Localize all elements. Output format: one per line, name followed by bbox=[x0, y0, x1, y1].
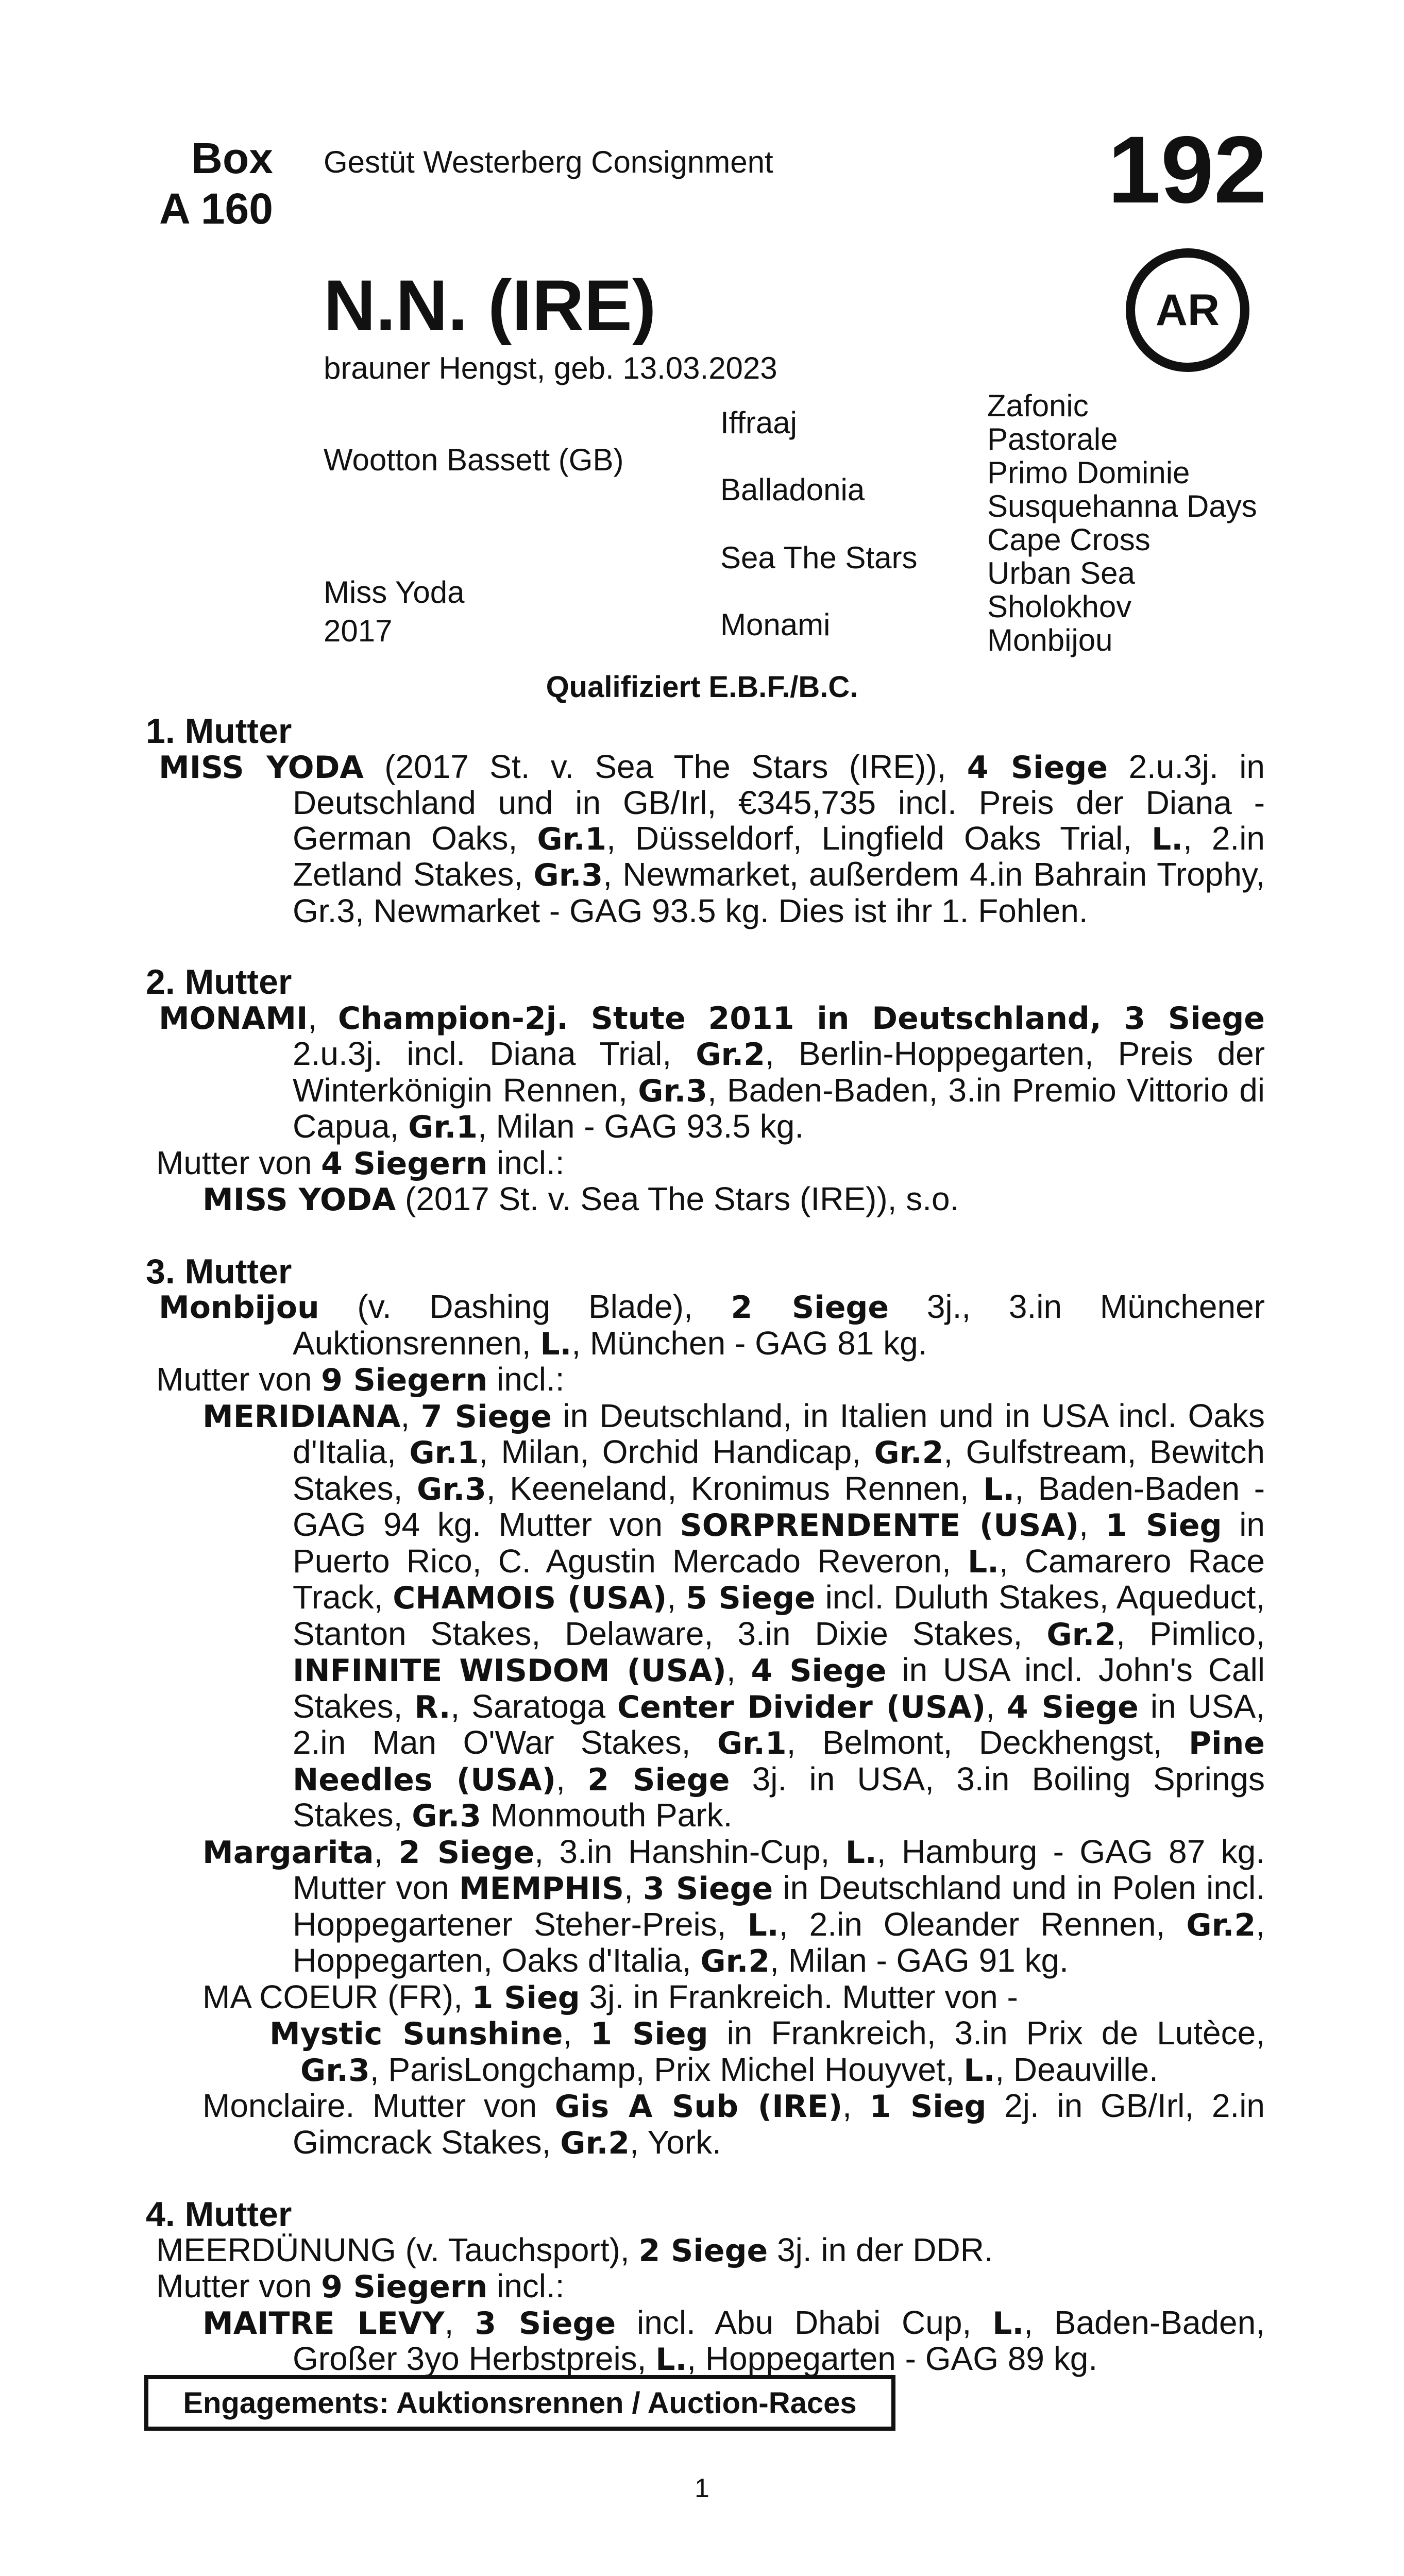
text-run: in Deutschland und in Polen incl. Hoppegartener Steher-Preis, bbox=[293, 1869, 1265, 1943]
pedigree-great-grandparent: Cape Cross bbox=[987, 522, 1151, 557]
text-run: , Saratoga bbox=[450, 1687, 618, 1725]
text-run: 3j. in Frankreich. Mutter von - bbox=[580, 1978, 1018, 2015]
text-run: , bbox=[726, 1651, 751, 1688]
text-run: , bbox=[563, 2014, 591, 2052]
text-run: , Berlin-Hoppegarten, Preis der Winterkönigin Rennen, bbox=[293, 1035, 1265, 1109]
box-number bbox=[103, 133, 273, 234]
text-run: in USA incl. John's Call Stakes, bbox=[293, 1651, 1265, 1725]
bold-run: 4 Siege bbox=[967, 749, 1108, 786]
bold-run: SORPRENDENTE (USA) bbox=[680, 1507, 1079, 1544]
bold-run: 2 Siege bbox=[731, 1290, 889, 1326]
pedigree-great-grandparent: Primo Dominie bbox=[987, 455, 1190, 490]
text-run: , 2.in Zetland Stakes, bbox=[293, 819, 1265, 893]
bold-run: R. bbox=[414, 1689, 451, 1725]
bold-run: Mystic Sunshine bbox=[269, 2016, 563, 2052]
pedigree-great-grandparent: Sholokhov bbox=[987, 589, 1132, 624]
bold-run: 2 Siege bbox=[587, 1761, 730, 1798]
text-run: in Deutschland, in Italien und in USA incl. Oaks d'Italia, bbox=[293, 1397, 1265, 1470]
dam-line-content bbox=[146, 711, 1265, 2378]
pedigree-great-grandparent: Zafonic bbox=[987, 388, 1089, 423]
text-run: , München - GAG 81 kg. bbox=[571, 1324, 927, 1362]
pedigree-great-grandparent: Pastorale bbox=[987, 422, 1118, 456]
page-number: 1 bbox=[695, 2473, 709, 2503]
text-run: , Newmarket, außerdem 4.in Bahrain Trophy, bbox=[603, 856, 1265, 893]
bold-run: L. bbox=[1152, 821, 1183, 857]
bold-run: Gis A Sub (IRE) bbox=[554, 2089, 843, 2125]
text-run: 3j., 3.in Münchener Auktionsrennen, bbox=[293, 1288, 1265, 1362]
text-run: 3j. in der DDR. bbox=[768, 2231, 993, 2268]
pedigree-grandparent: Monami bbox=[720, 607, 831, 642]
bold-run: CHAMOIS (USA) bbox=[393, 1580, 667, 1616]
text-run: incl. Duluth Stakes, Aqueduct, Stanton Stakes, Delaware, 3.in Dixie Stakes, bbox=[293, 1579, 1265, 1652]
bold-run: 1 Sieg bbox=[869, 2089, 987, 2125]
bold-run: MAITRE LEVY bbox=[202, 2305, 445, 2342]
text-run: incl.: bbox=[487, 1144, 565, 1181]
bold-run: Champion-2j. Stute 2011 in Deutschland, 3 Siege bbox=[337, 1000, 1265, 1037]
text-run: , 2.in Oleander Rennen, bbox=[779, 1905, 1187, 1943]
pedigree-dam: Miss Yoda bbox=[324, 575, 465, 609]
offspring-summary bbox=[146, 1362, 1265, 1398]
bold-run: MEMPHIS bbox=[459, 1871, 624, 1907]
text-run: incl.: bbox=[487, 2267, 565, 2304]
ar-badge-icon bbox=[1126, 248, 1249, 372]
bold-run: 1 Sieg bbox=[1105, 1507, 1222, 1544]
offspring-entry bbox=[146, 1979, 1265, 2016]
text-run: Gr.3 bbox=[293, 892, 355, 929]
text-run: , Baden-Baden, Großer 3yo Herbstpreis, bbox=[293, 2303, 1265, 2377]
text-run: , Baden-Baden, 3.in Premio Vittorio di Capua, bbox=[293, 1071, 1265, 1145]
bold-run: 7 Siege bbox=[420, 1398, 552, 1435]
dam-entry bbox=[146, 749, 1265, 929]
offspring-entry bbox=[146, 2305, 1265, 2378]
pedigree-grandparent: Sea The Stars bbox=[720, 540, 918, 575]
pedigree-great-grandparent: Monbijou bbox=[987, 623, 1113, 657]
dam-entry bbox=[146, 2232, 1265, 2269]
text-run: , bbox=[986, 1687, 1007, 1725]
bold-run: Gr.3 bbox=[412, 1798, 482, 1834]
bold-run: 9 Siegern bbox=[321, 2269, 488, 2305]
pedigree-great-grandparent: Susquehanna Days bbox=[987, 489, 1257, 523]
bold-run: Gr.1 bbox=[409, 1435, 479, 1471]
bold-run: Gr.1 bbox=[717, 1725, 787, 1761]
bold-run: L. bbox=[992, 2305, 1024, 2342]
text-run: , Milan - GAG 93.5 kg. bbox=[477, 1108, 804, 1145]
horse-description: brauner Hengst, geb. 13.03.2023 bbox=[324, 351, 777, 385]
offspring-entry bbox=[146, 1181, 1265, 1218]
bold-run: 3 Siege bbox=[643, 1871, 773, 1907]
bold-run: Gr.1 bbox=[408, 1109, 478, 1145]
offspring-entry bbox=[146, 2088, 1265, 2161]
text-run: 2j. in GB/Irl, 2.in Gimcrack Stakes, bbox=[293, 2087, 1265, 2161]
text-run: (v. Dashing Blade), bbox=[319, 1288, 731, 1325]
bold-run: 9 Siegern bbox=[321, 1362, 488, 1398]
text-run: MA COEUR (FR), bbox=[202, 1978, 472, 2015]
text-run: Monmouth Park. bbox=[481, 1797, 733, 1834]
dam-entry bbox=[146, 1289, 1265, 1362]
box-code: A 160 bbox=[159, 184, 273, 233]
text-run: , ParisLongchamp, Prix Michel Houyvet, bbox=[369, 2050, 964, 2088]
horse-name: N.N. (IRE) bbox=[324, 265, 656, 346]
pedigree-grandparent: Balladonia bbox=[720, 472, 865, 507]
text-run: , bbox=[444, 2303, 475, 2341]
text-run: Mutter von bbox=[156, 2267, 322, 2304]
bold-run: Margarita bbox=[202, 1834, 374, 1871]
bold-run: L. bbox=[845, 1834, 877, 1871]
text-run: , bbox=[374, 1833, 399, 1870]
text-run: in Puerto Rico, C. Agustin Mercado Reveron, bbox=[293, 1506, 1265, 1580]
bold-run: MISS YODA bbox=[202, 1182, 396, 1218]
section-heading: 1. Mutter bbox=[146, 711, 292, 751]
bold-run: Gr.3 bbox=[533, 857, 603, 893]
text-run: , Deauville. bbox=[995, 2050, 1158, 2088]
text-run: Mutter von bbox=[156, 1361, 322, 1398]
bold-run: 1 Sieg bbox=[471, 1979, 580, 2016]
bold-run: Pine Needles (USA) bbox=[293, 1725, 1265, 1798]
section-heading: 3. Mutter bbox=[146, 1251, 292, 1291]
bold-run: 4 Siege bbox=[1006, 1689, 1139, 1725]
bold-run: L. bbox=[963, 2052, 995, 2089]
offspring-summary bbox=[146, 1145, 1265, 1182]
ar-badge-text: AR bbox=[1155, 285, 1220, 335]
text-run: , Baden-Baden - GAG 94 kg. Mutter von bbox=[293, 1469, 1265, 1543]
box-label: Box bbox=[191, 134, 273, 182]
text-run: , 3.in Hanshin-Cup, bbox=[534, 1833, 845, 1870]
text-run: , bbox=[556, 1760, 588, 1798]
bold-run: MERIDIANA bbox=[202, 1398, 401, 1435]
lot-number: 192 bbox=[1108, 117, 1267, 223]
offspring-entry bbox=[146, 1834, 1265, 1979]
bold-run: L. bbox=[983, 1471, 1015, 1507]
text-run: , Camarero Race Track, bbox=[293, 1542, 1265, 1616]
text-run: , Hoppegarten, Oaks d'Italia, bbox=[293, 1905, 1265, 1979]
pedigree-grandparent: Iffraaj bbox=[720, 405, 797, 440]
text-run: , York. bbox=[630, 2123, 721, 2161]
bold-run: Gr.2 bbox=[1046, 1616, 1117, 1653]
qualification: Qualifiziert E.B.F./B.C. bbox=[546, 670, 858, 704]
text-run: (2017 St. v. Sea The Stars (IRE)), bbox=[363, 748, 967, 785]
pedigree-sire: Wootton Bassett (GB) bbox=[324, 443, 624, 477]
bold-run: MONAMI bbox=[159, 1000, 308, 1037]
bold-run: Gr.2 bbox=[874, 1435, 944, 1471]
text-run: , Düsseldorf, Lingfield Oaks Trial, bbox=[606, 819, 1152, 857]
bold-run: 4 Siegern bbox=[321, 1145, 488, 1182]
text-run: , Hoppegarten - GAG 89 kg. bbox=[687, 2340, 1098, 2377]
bold-run: 2 Siege bbox=[398, 1834, 535, 1871]
text-run: , Milan - GAG 91 kg. bbox=[770, 1942, 1069, 1979]
pedigree-dam-year: 2017 bbox=[324, 614, 393, 648]
offspring-entry bbox=[146, 2015, 1265, 2088]
bold-run: INFINITE WISDOM (USA) bbox=[293, 1653, 726, 1689]
text-run: in Frankreich, 3.in Prix de Lutèce, bbox=[708, 2014, 1265, 2052]
text-run: Mutter von bbox=[156, 1144, 322, 1181]
text-run: , Newmarket - GAG 93.5 kg. Dies ist ihr 1. Fohlen. bbox=[354, 892, 1088, 929]
bold-run: Gr.1 bbox=[537, 821, 607, 857]
text-run: 3j. in USA, 3.in Boiling Springs Stakes, bbox=[293, 1760, 1265, 1834]
bold-run: L. bbox=[967, 1544, 999, 1580]
text-run: , Pimlico, bbox=[1116, 1615, 1265, 1652]
offspring-entry bbox=[146, 1398, 1265, 1834]
text-run: , bbox=[1079, 1506, 1106, 1543]
text-run: , bbox=[667, 1579, 686, 1616]
bold-run: 4 Siege bbox=[751, 1653, 887, 1689]
text-run: MEERDÜNUNG (v. Tauchsport), bbox=[156, 2231, 639, 2268]
bold-run: L. bbox=[655, 2342, 687, 2378]
bold-run: Monbijou bbox=[159, 1290, 319, 1326]
section-heading: 2. Mutter bbox=[146, 962, 292, 1002]
bold-run: L. bbox=[540, 1326, 572, 1362]
text-run: , Hamburg - GAG 87 kg. Mutter von bbox=[293, 1833, 1265, 1906]
section-heading: 4. Mutter bbox=[146, 2195, 292, 2234]
text-run: incl. Abu Dhabi Cup, bbox=[616, 2303, 993, 2341]
bold-run: Gr.3 bbox=[638, 1073, 708, 1109]
text-run: in USA, 2.in Man O'War Stakes, bbox=[293, 1687, 1265, 1761]
text-run: , bbox=[624, 1869, 644, 1906]
text-run: , Gulfstream, Bewitch Stakes, bbox=[293, 1433, 1265, 1507]
bold-run: Gr.3 bbox=[300, 2052, 370, 2089]
pedigree-great-grandparent: Urban Sea bbox=[987, 556, 1135, 590]
text-run: incl.: bbox=[487, 1361, 565, 1398]
text-run: (2017 St. v. Sea The Stars (IRE)), s.o. bbox=[396, 1180, 959, 1217]
text-run: Monclaire. Mutter von bbox=[202, 2087, 555, 2124]
text-run: , Milan, Orchid Handicap, bbox=[479, 1433, 874, 1470]
text-run: , bbox=[400, 1397, 421, 1434]
dam-entry bbox=[146, 1000, 1265, 1145]
bold-run: 1 Sieg bbox=[590, 2016, 708, 2052]
bold-run: Gr.2 bbox=[1186, 1907, 1256, 1943]
bold-run: Gr.2 bbox=[700, 1943, 770, 1979]
text-run: , Belmont, Deckhengst, bbox=[786, 1724, 1189, 1761]
bold-run: Center Divider (USA) bbox=[617, 1689, 986, 1725]
offspring-summary bbox=[146, 2268, 1265, 2305]
text-run: , bbox=[308, 998, 338, 1036]
text-run: , bbox=[842, 2087, 870, 2124]
bold-run: L. bbox=[747, 1907, 779, 1943]
bold-run: Gr.3 bbox=[417, 1471, 486, 1507]
text-run: 2.u.3j. in Deutschland und in GB/Irl, €345,735 incl. Preis der Diana - German Oaks, bbox=[293, 748, 1265, 857]
bold-run: 2 Siege bbox=[638, 2232, 768, 2269]
text-run: 2.u.3j. incl. Diana Trial, bbox=[293, 1035, 696, 1072]
text-run: , Keeneland, Kronimus Rennen, bbox=[486, 1469, 984, 1507]
bold-run: 3 Siege bbox=[475, 2305, 616, 2342]
consignor: Gestüt Westerberg Consignment bbox=[324, 145, 773, 179]
engagements-box: Engagements: Auktionsrennen / Auction-Races bbox=[144, 2375, 895, 2431]
bold-run: Gr.2 bbox=[560, 2125, 630, 2161]
bold-run: 5 Siege bbox=[685, 1580, 816, 1616]
bold-run: MISS YODA bbox=[159, 749, 364, 786]
bold-run: Gr.2 bbox=[696, 1037, 766, 1073]
